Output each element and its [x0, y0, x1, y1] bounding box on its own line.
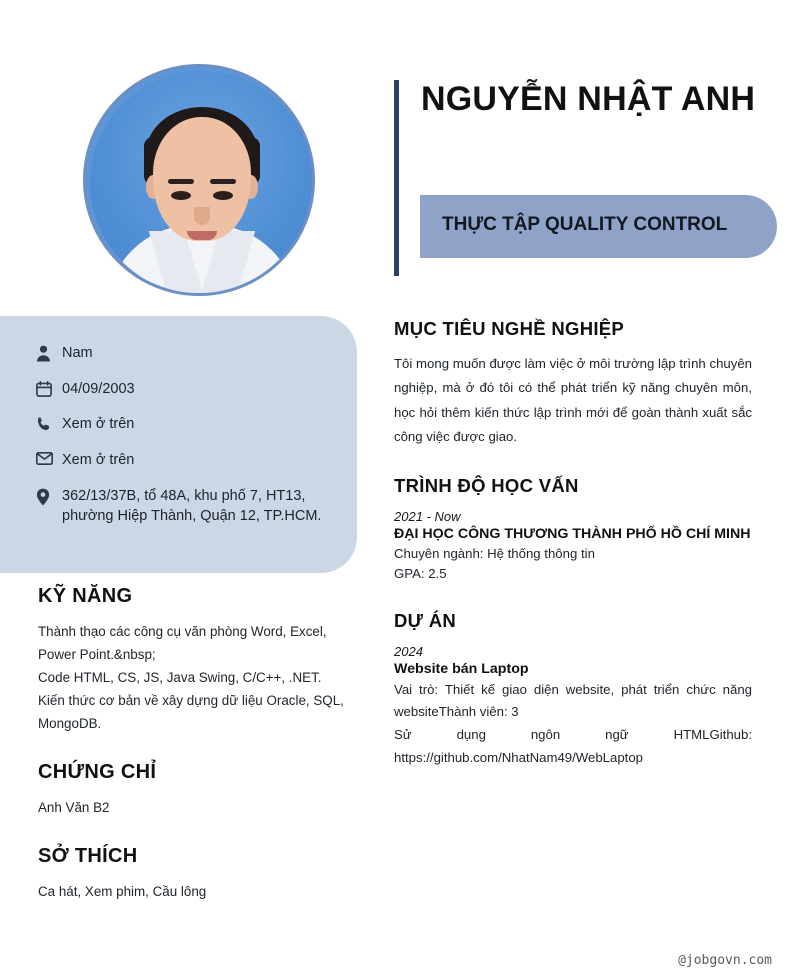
education-heading: TRÌNH ĐỘ HỌC VẤN [394, 475, 579, 497]
name-block [394, 80, 790, 276]
role-badge: THỰC TẬP QUALITY CONTROL [420, 195, 777, 258]
contact-birthdate-text: 04/09/2003 [62, 380, 135, 397]
objective-text: Tôi mong muốn được làm việc ở môi trường lập trình chuyên nghiệp, mà ở đó tôi có thể phát triển kỹ năng chuyên môn, học hỏi thêm kiến thức lập trình mới để goàn thành xuất sắc công việc được giao. [394, 356, 752, 444]
left-column [0, 0, 357, 978]
phone-icon [36, 415, 62, 432]
portrait-nose [194, 207, 210, 225]
left-sections [38, 585, 348, 903]
mail-icon [36, 451, 62, 465]
project-link[interactable]: https://github.com/NhatNam49/WebLaptop [394, 749, 643, 765]
avatar-ring [83, 64, 315, 296]
skills-line-1: Thành thạo các công cụ văn phòng Word, Excel, Power Point.&nbsp; [38, 624, 327, 663]
avatar [83, 64, 315, 296]
skills-line-2: Code HTML, CS, JS, Java Swing, C/C++, .NET. [38, 670, 322, 686]
education-school: ĐẠI HỌC CÔNG THƯƠNG THÀNH PHỐ HỒ CHÍ MINH [394, 526, 751, 543]
portrait-eye-right [213, 191, 233, 200]
calendar-icon [36, 380, 62, 397]
contact-card [0, 316, 357, 573]
page-title: NGUYỄN NHẬT ANH [421, 80, 756, 118]
contact-item-gender [36, 344, 333, 364]
contact-item-phone [36, 415, 333, 435]
education-major: Chuyên ngành: Hệ thống thông tin [394, 546, 595, 562]
contact-item-email [36, 451, 333, 471]
contact-item-address [36, 487, 333, 526]
project-title: Website bán Laptop [394, 660, 529, 677]
person-icon [36, 344, 62, 362]
right-column [394, 0, 790, 978]
watermark: @jobgovn.com [678, 953, 772, 968]
skills-heading: KỸ NĂNG [38, 585, 133, 607]
objective-heading: MỤC TIÊU NGHỀ NGHIỆP [394, 318, 625, 339]
contact-phone-text: Xem ở trên [62, 416, 135, 433]
certificates-text: Anh Văn B2 [38, 800, 110, 816]
contact-email-text: Xem ở trên [62, 452, 135, 469]
avatar-photo [90, 71, 314, 295]
portrait-brow-right [210, 179, 236, 184]
project-tech: Sử dụng ngôn ngữ HTMLGithub: [394, 727, 752, 743]
skills-line-3: Kiến thức cơ bản về xây dựng dữ liệu Oracle, SQL, MongoDB. [38, 693, 344, 732]
right-sections [394, 318, 752, 770]
education-gpa: GPA: 2.5 [394, 565, 447, 581]
project-role: Vai trò: Thiết kế giao diện website, phát triển chức năng websiteThành viên: 3 [394, 681, 752, 720]
portrait-brow-left [168, 179, 194, 184]
contact-address-text: 362/13/37B, tổ 48A, khu phố 7, HT13, phường Hiệp Thành, Quận 12, TP.HCM. [62, 487, 322, 524]
portrait-mouth [187, 231, 217, 240]
location-pin-icon [36, 487, 62, 506]
education-date: 2021 - Now [394, 509, 461, 525]
certificates-heading: CHỨNG CHỈ [38, 761, 157, 784]
interests-heading: SỞ THÍCH [38, 845, 138, 868]
interests-text: Ca hát, Xem phim, Cầu lông [38, 884, 207, 900]
projects-heading: DỰ ÁN [394, 609, 457, 631]
portrait-eye-left [171, 191, 191, 200]
contact-item-birthdate [36, 380, 333, 400]
contact-gender-text: Nam [62, 345, 93, 361]
project-date: 2024 [394, 643, 423, 659]
